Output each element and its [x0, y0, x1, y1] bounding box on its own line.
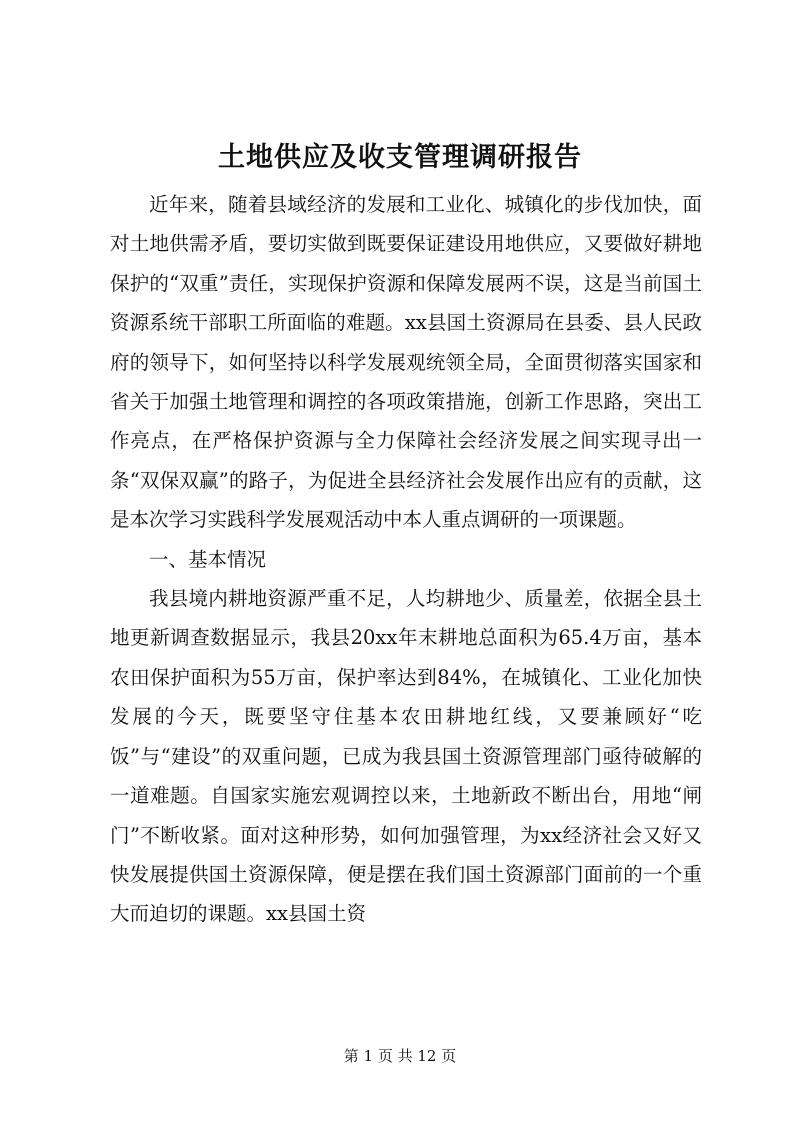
section-paragraph: 我县境内耕地资源严重不足，人均耕地少、质量差，依据全县土地更新调查数据显示，我县20xx年末耕地总面积为65.4万亩，基本农田保护面积为55万亩，保护率达到84%，在城镇化、工业化加快发展的今天，既要坚守住基本农田耕地红线，又要兼顾好“吃饭”与“建设”的双重问题，已成为我县国土资源管理部门亟待破解的一道难题。自国家实施宏观调控以来，土地新政不断出台，用地“闸门”不断收紧。面对这种形势，如何加强管理，为xx经济社会又好又快发展提供国土资源保障，便是摆在我们国土资源部门面前的一个重大而迫切的课题。xx县国土资 — [110, 587, 702, 926]
page-footer: 第 1 页 共 12 页 — [343, 1047, 457, 1065]
section-heading: 一、基本情况 — [149, 547, 267, 571]
intro-paragraph: 近年来，随着县域经济的发展和工业化、城镇化的步伐加快，面对土地供需矛盾，要切实做到既要保证建设用地供应，又要做好耕地保护的“双重”责任，实现保护资源和保障发展两不误，这是当前国土资源系统干部职工所面临的难题。xx县国土资源局在县委、县人民政府的领导下，如何坚持以科学发展观统领全局，全面贯彻落实国家和省关于加强土地管理和调控的各项政策措施，创新工作思路，突出工作亮点，在严格保护资源与全力保障社会经济发展之间实现寻出一条“双保双赢”的路子，为促进全县经济社会发展作出应有的贡献，这是本次学习实践科学发展观活动中本人重点调研的一项课题。 — [110, 193, 702, 532]
document-title: 土地供应及收支管理调研报告 — [218, 142, 582, 173]
document-body — [110, 185, 702, 934]
